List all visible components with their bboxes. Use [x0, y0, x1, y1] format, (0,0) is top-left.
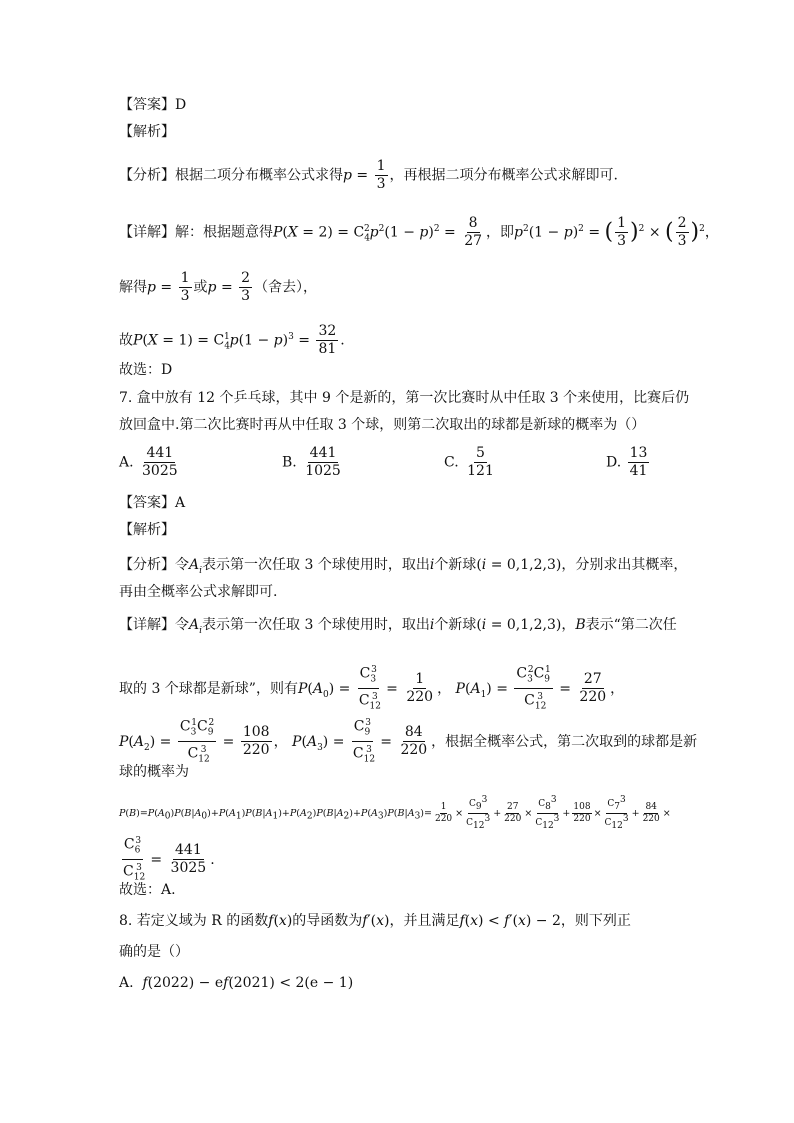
q7-detail-line2: 取的 3 个球都是新球”，则有$P(A_0)$ = $\frac{C_3^3}{C_{12}^3}$ = $\frac{1}{220}$ ， $P(A_1)$ = $\frac{C_3^2C_9^1}{C_{12}^3}$ = $\frac{27}{220}$ ， [119, 662, 624, 716]
q7-result: $\frac{C_6^3}{C_{12}^3}$ = $\frac{441}{3025}$ . [119, 833, 215, 887]
q7-fenxi-line1: 【分析】令$A_i$表示第一次任取 3 个球使用时，取出i个新球(i = 0,1,2,3)，分别求出其概率， [119, 557, 688, 576]
fenxi-1: 【分析】根据二项分布概率公式求得p = $\frac{1}{3}$ ，再根据二项分布概率公式求解即可. [119, 158, 618, 192]
choose-1: 故选：D [119, 362, 173, 378]
q7-detail-line1: 【详解】令$A_i$表示第一次任取 3 个球使用时，取出i个新球(i = 0,1,2,3)，B表示“第二次任 [119, 617, 677, 636]
q7-option-c: C. $\frac{5}{121}$ [444, 445, 494, 479]
fraction: $\frac{1}{3}$ [376, 158, 386, 192]
q7-stem-line2: 放回盒中.第二次比赛时再从中任取 3 个球，则第二次取出的球都是新球的概率为（） [119, 417, 646, 433]
analysis-label-2: 【解析】 [119, 522, 175, 538]
q7-option-a: A. $\frac{441}{3025}$ [119, 445, 178, 479]
q7-detail-line3: $P(A_2)$ = $\frac{C_3^1C_9^2}{C_{12}^3}$ = $\frac{108}{220}$ ， $P(A_3)$ = $\frac{C_9^3}{C_{12}^3}$ = $\frac{84}{220}$ ，根据全概率公式，第二次取到的球都是新 [119, 715, 697, 769]
q7-option-b: B. $\frac{441}{1025}$ [282, 445, 341, 479]
therefore-1: 故$P(X = 1) = C_4^1p(1 - p)^3$ = $\frac{32}{81}$ . [119, 323, 345, 357]
q7-stem-line1: 7. 盒中放有 12 个乒乓球，其中 9 个是新的，第一次比赛时从中任取 3 个来使用，比赛后仍 [119, 390, 690, 406]
analysis-label-1: 【解析】 [119, 124, 175, 140]
detail-1: 【详解】解：根据题意得$P(X = 2) = C_4^2p^2(1 - p)^2$ = $\frac{8}{27}$ ，即$p^2(1 - p)^2$ = ( $\frac{1}{3}$ )$^2$ × ( $\frac{2}{3}$ )$^2$， [119, 215, 719, 249]
choose-2: 故选：A. [119, 882, 176, 898]
answer-label-1: 【答案】D [119, 97, 187, 113]
solve-1: 解得p = $\frac{1}{3}$ 或p = $\frac{2}{3}$ （舍去）， [119, 270, 318, 304]
q7-fenxi-line2: 再由全概率公式求解即可. [119, 584, 278, 600]
answer-label-2: 【答案】A [119, 495, 186, 511]
q7-detail-line4: 球的概率为 [119, 764, 189, 780]
q8-option-a: A. f(2022) − ef(2021) < 2(e − 1) [119, 975, 354, 991]
q7-total-probability-formula: $P(B)=P(A_0)P(B|A_0)+P(A_1)P(B|A_1)+P(A_2)P(B|A_2)+P(A_3)P(B|A_3)=$ $\frac{1}{220}$ × $\frac{C_9^3}{C_{12}^3}$ + $\frac{27}{220}$ × $\frac{C_8^3}{C_{12}^3}$ + $\frac{108}{220}$ × $\frac{C_7^3}{C_{12}^3}$ + $\frac{84}{220}$ × [119, 795, 671, 831]
q8-stem-line2: 确的是（） [119, 944, 189, 960]
q8-stem-line1: 8. 若定义域为 R 的函数f(x)的导函数为f′(x)，并且满足f(x) < f′(x) − 2，则下列正 [119, 913, 631, 929]
q7-option-d: D. $\frac{13}{41}$ [606, 445, 648, 479]
